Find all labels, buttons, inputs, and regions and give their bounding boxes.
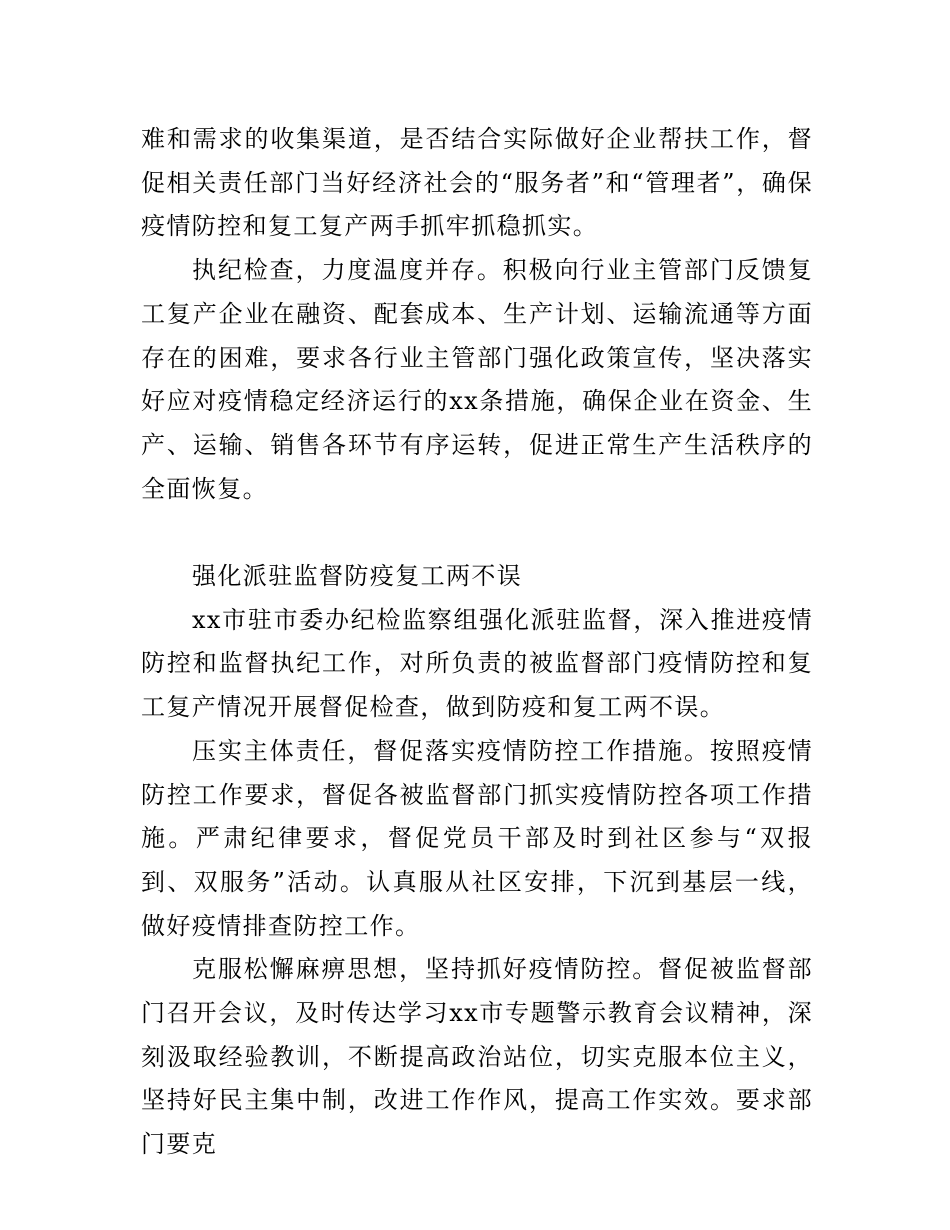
section-heading: 强化派驻监督防疫复工两不误 <box>192 562 523 591</box>
paragraph-section-intro: xx市驻市委办纪检监察组强化派驻监督，深入推进疫情防控和监督执纪工作，对所负责的被监督部门疫情防控和复工复产情况开展督促检查，做到防疫和复工两不误。 <box>141 605 813 722</box>
paragraph-main-responsibility: 压实主体责任，督促落实疫情防控工作措施。按照疫情防控工作要求，督促各被监督部门抓实疫情防控各项工作措施。严肃纪律要求，督促党员干部及时到社区参与“双报到、双服务”活动。认真服从社区安排，下沉到基层一线，做好疫情排查防控工作。 <box>141 736 813 940</box>
paragraph-continuation: 难和需求的收集渠道，是否结合实际做好企业帮扶工作，督促相关责任部门当好经济社会的“服务者”和“管理者”，确保疫情防控和复工复产两手抓牢抓稳抓实。 <box>141 125 813 241</box>
document-body <box>141 118 813 1167</box>
paragraph-overcome-slackness: 克服松懈麻痹思想，坚持抓好疫情防控。督促被监督部门召开会议，及时传达学习xx市专题警示教育会议精神，深刻汲取经验教训，不断提高政治站位，切实克服本位主义，坚持好民主集中制，改进工作作风，提高工作实效。要求部门要克 <box>141 955 813 1159</box>
paragraph-discipline-inspection: 执纪检查，力度温度并存。积极向行业主管部门反馈复工复产企业在融资、配套成本、生产计划、运输流通等方面存在的困难，要求各行业主管部门强化政策宣传，坚决落实好应对疫情稳定经济运行的xx条措施，确保企业在资金、生产、运输、销售各环节有序运转，促进正常生产生活秩序的全面恢复。 <box>141 256 813 503</box>
